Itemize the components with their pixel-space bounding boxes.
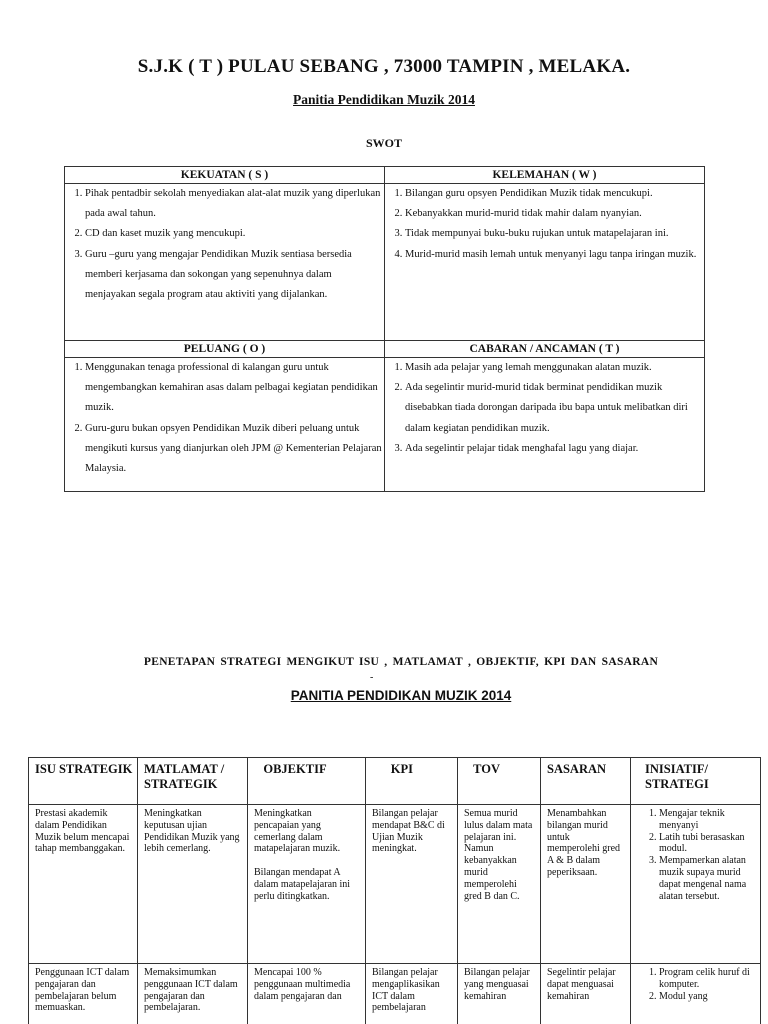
cell-kpi: Bilangan pelajar mendapat B&C di Ujian Muzik meningkat. [366, 805, 458, 964]
strategy-table [28, 757, 761, 1024]
list-item: 1. Bilangan guru opsyen Pendidikan Muzik tidak mencukupi. [405, 184, 704, 204]
list-item: 1. Masih ada pelajar yang lemah menggunakan alatan muzik. [405, 358, 704, 378]
list-item: 2. CD dan kaset muzik yang mencukupi. [85, 224, 384, 244]
list-item: 2. Ada segelintir murid-murid tidak berminat pendidikan muzik disebabkan tiada dorongan daripada ibu bapa untuk melibatkan diri dalam kegiatan pendidikan muzik. [405, 378, 704, 439]
list-item: 2. Latih tubi berasaskan modul. [659, 832, 754, 856]
list-item: 3. Mempamerkan alatan muzik supaya murid dapat mengenal nama alatan tersebut. [659, 855, 754, 902]
column-header-sasaran: SASARAN [541, 758, 631, 805]
cell-inisiatif [631, 964, 761, 1024]
list-item: 1. Program celik huruf di komputer. [659, 967, 754, 991]
objektif-paragraph-1: Meningkatkan pencapaian yang cemerlang dalam matapelajaran muzik. [254, 808, 341, 855]
cell-inisiatif [631, 805, 761, 964]
swot-table [64, 166, 705, 492]
table-row [29, 964, 761, 1024]
list-item: 4. Murid-murid masih lemah untuk menyanyi lagu tanpa iringan muzik. [405, 245, 704, 265]
cell-objektif: Mencapai 100 % penggunaan multimedia dalam pengajaran dan [248, 964, 366, 1024]
cell-isu: Penggunaan ICT dalam pengajaran dan pembelajaran belum memuaskan. [29, 964, 138, 1024]
objektif-paragraph-2: Bilangan mendapat A dalam matapelajaran ini perlu ditingkatkan. [254, 867, 351, 902]
table-row [29, 805, 761, 964]
list-item: 3. Ada segelintir pelajar tidak menghafal lagu yang diajar. [405, 439, 704, 459]
column-header-matlamat: MATLAMAT / STRATEGIK [138, 758, 248, 805]
strengths-header: KEKUATAN ( S ) [65, 167, 385, 184]
cell-isu: Prestasi akademik dalam Pendidikan Muzik belum mencapai tahap membanggakan. [29, 805, 138, 964]
panitia-title: Panitia Pendidikan Muzik 2014 [293, 92, 475, 107]
list-item: 2. Guru-guru bukan opsyen Pendidikan Muzik diberi peluang untuk mengikuti kursus yang dianjurkan oleh JPM @ Kementerian Pelajaran Malaysia. [85, 419, 384, 480]
list-item: 3. Guru –guru yang mengajar Pendidikan Muzik sentiasa bersedia memberi kerjasama dan sokongan yang sepenuhnya dalam menjayakan segala program atau aktiviti yang dijalankan. [85, 245, 384, 306]
swot-heading: SWOT [365, 136, 402, 150]
cell-kpi: Bilangan pelajar mengaplikasikan ICT dalam pembelajaran [366, 964, 458, 1024]
cell-sasaran: Menambahkan bilangan murid untuk memperolehi gred A & B dalam peperiksaan. [541, 805, 631, 964]
list-item: 1. Menggunakan tenaga professional di kalangan guru untuk mengembangkan kemahiran asas dalam pelbagai kegiatan pendidikan muzik. [85, 358, 384, 419]
strategy-heading: PENETAPAN STRATEGI MENGIKUT ISU , MATLAMAT , OBJEKTIF, KPI DAN SASARAN [143, 656, 659, 668]
weaknesses-header: KELEMAHAN ( W ) [385, 167, 705, 184]
strengths-cell [65, 184, 385, 341]
column-header-objektif: OBJEKTIF [248, 758, 366, 805]
list-item: 2. Modul yang [659, 991, 754, 1003]
cell-sasaran: Segelintir pelajar dapat menguasai kemahiran [541, 964, 631, 1024]
column-header-kpi: KPI [366, 758, 458, 805]
list-item: 1. Mengajar teknik menyanyi [659, 808, 754, 832]
cell-tov: Bilangan pelajar yang menguasai kemahiran [458, 964, 541, 1024]
cell-tov: Semua murid lulus dalam mata pelajaran ini. Namun kebanyakkan murid memperolehi gred B dan C. [458, 805, 541, 964]
cell-objektif [248, 805, 366, 964]
cell-matlamat: Memaksimumkan penggunaan ICT dalam pengajaran dan pembelajaran. [138, 964, 248, 1024]
list-item: 3. Tidak mempunyai buku-buku rujukan untuk matapelajaran ini. [405, 224, 704, 244]
cell-matlamat: Meningkatkan keputusan ujian Pendidikan Muzik yang lebih cemerlang. [138, 805, 248, 964]
list-item: 2. Kebanyakkan murid-murid tidak mahir dalam nyanyian. [405, 204, 704, 224]
threats-header: CABARAN / ANCAMAN ( T ) [385, 341, 705, 358]
school-title: S.J.K ( T ) PULAU SEBANG , 73000 TAMPIN , MELAKA. [137, 56, 631, 77]
weaknesses-cell [385, 184, 705, 341]
threats-cell [385, 358, 705, 492]
opportunities-header: PELUANG ( O ) [65, 341, 385, 358]
strategy-panitia-title: PANITIA PENDIDIKAN MUZIK 2014 [290, 688, 512, 703]
dash-mark: - [370, 672, 374, 683]
list-item: 1. Pihak pentadbir sekolah menyediakan alat-alat muzik yang diperlukan pada awal tahun. [85, 184, 384, 224]
column-header-inisiatif: INISIATIF/ STRATEGI [631, 758, 761, 805]
column-header-tov: TOV [458, 758, 541, 805]
opportunities-cell [65, 358, 385, 492]
column-header-isu: ISU STRATEGIK [29, 758, 138, 805]
